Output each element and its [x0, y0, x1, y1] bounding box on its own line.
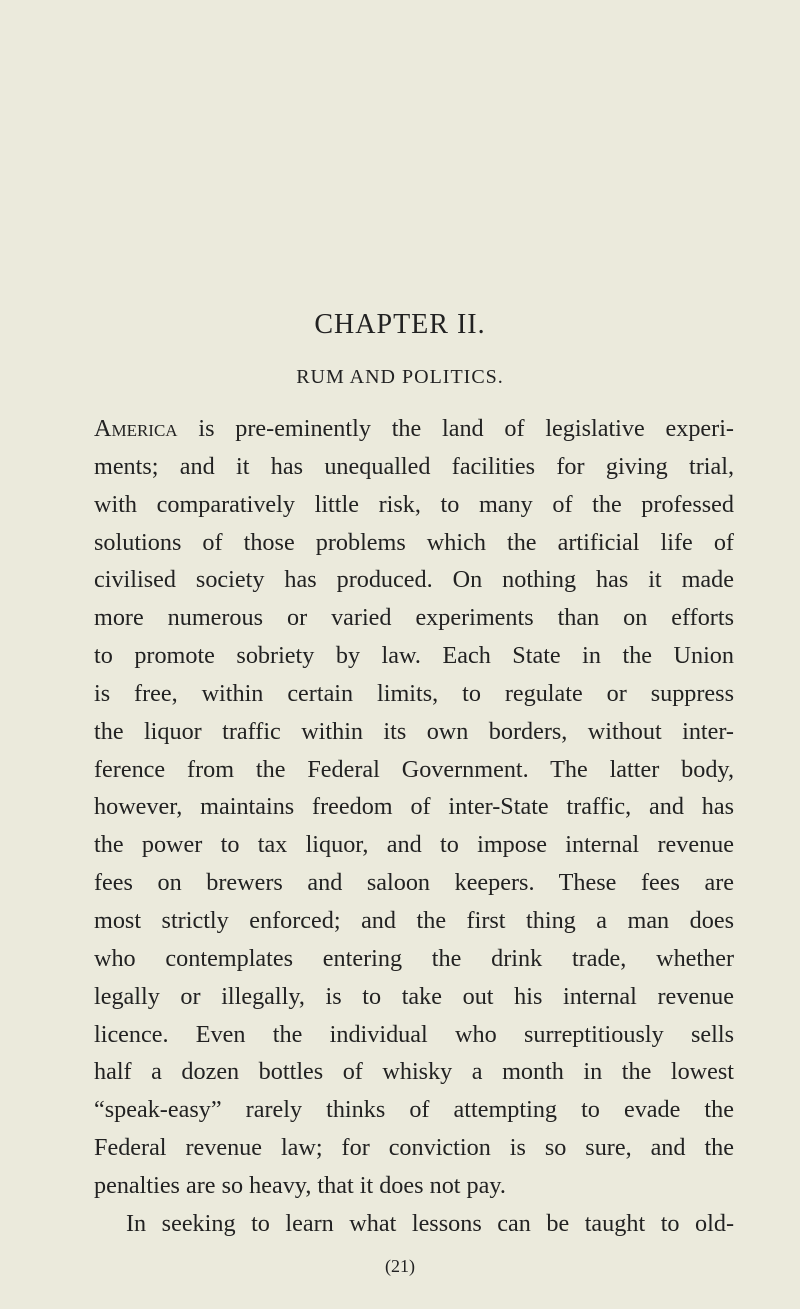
text-line: legally or illegally, is to take out his internal revenue: [94, 982, 734, 1010]
text-line: with comparatively little risk, to many of the professed: [94, 490, 734, 518]
chapter-subtitle: RUM AND POLITICS.: [296, 366, 504, 388]
text-line: licence. Even the individual who surreptitiously sells: [94, 1020, 734, 1048]
text-line: however, maintains freedom of inter-State traffic, and has: [94, 793, 734, 821]
body-text: [94, 410, 734, 1243]
lead-word: America: [94, 415, 178, 442]
text-line: most strictly enforced; and the first thing a man does: [94, 906, 734, 934]
page-number: (21): [385, 1256, 415, 1276]
text-line: “speak-easy” rarely thinks of attempting to evade the: [94, 1096, 734, 1124]
text-line: civilised society has produced. On nothing has it made: [94, 566, 734, 594]
text-line: fees on brewers and saloon keepers. These fees are: [94, 869, 734, 897]
text-line: the power to tax liquor, and to impose internal revenue: [94, 831, 734, 859]
text-line: more numerous or varied experiments than on efforts: [94, 604, 734, 632]
text-line: penalties are so heavy, that it does not pay.: [94, 1171, 506, 1199]
chapter-title: CHAPTER II.: [314, 309, 486, 340]
text-line: ference from the Federal Government. The latter body,: [94, 755, 734, 783]
text-line: is free, within certain limits, to regulate or suppress: [94, 679, 734, 707]
text-line: who contemplates entering the drink trade, whether: [94, 944, 734, 972]
text-line: In seeking to learn what lessons can be taught to old-: [126, 1209, 734, 1237]
text-line: the liquor traffic within its own borders, without inter-: [94, 717, 734, 745]
text-line: solutions of those problems which the artificial life of: [94, 528, 734, 556]
text-line: Federal revenue law; for conviction is so sure, and the: [94, 1134, 734, 1162]
text-line: half a dozen bottles of whisky a month in the lowest: [94, 1058, 734, 1086]
text-line: [94, 410, 734, 448]
text-line-content: is pre-eminently the land of legislative experi-: [177, 415, 734, 442]
text-line: to promote sobriety by law. Each State in the Union: [94, 642, 734, 670]
text-line: ments; and it has unequalled facilities for giving trial,: [94, 452, 734, 480]
